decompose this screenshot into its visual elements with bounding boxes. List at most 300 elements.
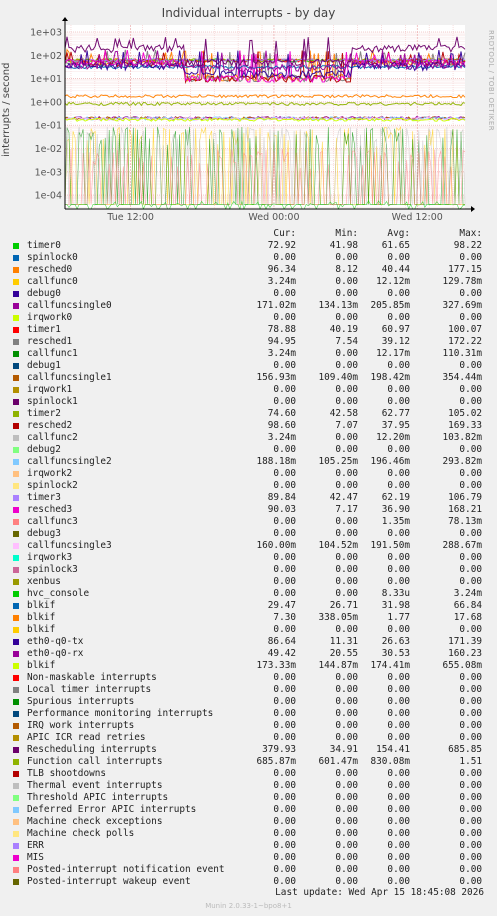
cur-value: 96.34 (267, 264, 296, 275)
max-value: 105.02 (448, 408, 482, 419)
series-name: timer0 (27, 240, 61, 251)
min-value: 0.00 (335, 720, 358, 731)
legend-swatch (13, 243, 19, 249)
legend-swatch (13, 495, 19, 501)
avg-value: 37.95 (381, 420, 410, 431)
x-axis-arrow (471, 206, 475, 212)
legend-table (0, 228, 497, 888)
min-value: 26.71 (329, 600, 358, 611)
min-value: 0.00 (335, 516, 358, 527)
min-value: 0.00 (335, 840, 358, 851)
max-value: 0.00 (459, 576, 482, 587)
min-value: 0.00 (335, 360, 358, 371)
avg-value: 1.77 (387, 612, 410, 623)
avg-value: 0.00 (387, 804, 410, 815)
max-value: 103.82m (442, 432, 482, 443)
max-value: 0.00 (459, 864, 482, 875)
avg-value: 31.98 (381, 600, 410, 611)
min-value: 11.31 (329, 636, 358, 647)
series-name: Function call interrupts (27, 756, 163, 767)
max-value: 327.69m (442, 300, 482, 311)
legend-swatch (13, 783, 19, 789)
min-value: 105.25m (318, 456, 358, 467)
legend-row (0, 780, 497, 792)
legend-row (0, 564, 497, 576)
legend-swatch (13, 339, 19, 345)
min-value: 0.00 (335, 348, 358, 359)
cur-value: 0.00 (273, 876, 296, 887)
series-name: eth0-q0-rx (27, 648, 84, 659)
avg-value: 0.00 (387, 384, 410, 395)
legend-row (0, 492, 497, 504)
legend-row (0, 864, 497, 876)
series-name: spinlock2 (27, 480, 78, 491)
avg-value: 30.53 (381, 648, 410, 659)
legend-row (0, 720, 497, 732)
series-name: Spurious interrupts (27, 696, 135, 707)
series-name: timer2 (27, 408, 61, 419)
min-value: 338.05m (318, 612, 358, 623)
legend-row (0, 240, 497, 252)
legend-row (0, 396, 497, 408)
series-name: resched1 (27, 336, 73, 347)
max-value: 0.00 (459, 384, 482, 395)
min-value: 0.00 (335, 792, 358, 803)
legend-swatch (13, 807, 19, 813)
cur-value: 74.60 (267, 408, 296, 419)
legend-swatch (13, 255, 19, 261)
min-value: 40.19 (329, 324, 358, 335)
series-name: callfuncsingle0 (27, 300, 112, 311)
min-value: 0.00 (335, 312, 358, 323)
max-value: 0.00 (459, 720, 482, 731)
avg-value: 12.17m (376, 348, 410, 359)
min-value: 0.00 (335, 780, 358, 791)
cur-value: 171.02m (256, 300, 296, 311)
min-value: 0.00 (335, 804, 358, 815)
series-name: callfuncsingle1 (27, 372, 112, 383)
legend-row (0, 360, 497, 372)
avg-value: 191.50m (370, 540, 410, 551)
series-name: MIS (27, 852, 44, 863)
cur-value: 94.95 (267, 336, 296, 347)
max-value: 0.00 (459, 780, 482, 791)
max-value: 0.00 (459, 396, 482, 407)
avg-value: 0.00 (387, 708, 410, 719)
legend-row (0, 288, 497, 300)
avg-value: 0.00 (387, 852, 410, 863)
legend-swatch (13, 615, 19, 621)
min-value: 104.52m (318, 540, 358, 551)
max-value: 288.67m (442, 540, 482, 551)
legend-row (0, 756, 497, 768)
max-value: 3.24m (453, 588, 482, 599)
series-name: debug2 (27, 444, 61, 455)
avg-value: 1.35m (381, 516, 410, 527)
avg-value: 12.20m (376, 432, 410, 443)
series-name: resched2 (27, 420, 73, 431)
x-tick-label: Tue 12:00 (107, 212, 154, 223)
x-tick-label: Wed 00:00 (248, 212, 300, 223)
cur-value: 188.18m (256, 456, 296, 467)
legend-swatch (13, 879, 19, 885)
cur-value: 379.93 (262, 744, 296, 755)
legend-row (0, 252, 497, 264)
legend-swatch (13, 411, 19, 417)
legend-swatch (13, 723, 19, 729)
legend-row (0, 672, 497, 684)
y-tick-label: 1e-04 (34, 190, 62, 202)
series-name: Rescheduling interrupts (27, 744, 157, 755)
legend-swatch (13, 639, 19, 645)
avg-value: 12.12m (376, 276, 410, 287)
avg-value: 0.00 (387, 720, 410, 731)
max-value: 0.00 (459, 876, 482, 887)
avg-value: 0.00 (387, 732, 410, 743)
legend-row (0, 588, 497, 600)
series-name: irqwork1 (27, 384, 73, 395)
series-name: hvc_console (27, 588, 90, 599)
min-value: 0.00 (335, 576, 358, 587)
max-value: 0.00 (459, 852, 482, 863)
legend-swatch (13, 567, 19, 573)
max-value: 129.78m (442, 276, 482, 287)
max-value: 655.08m (442, 660, 482, 671)
series-name: irqwork0 (27, 312, 73, 323)
min-value: 0.00 (335, 588, 358, 599)
min-value: 0.00 (335, 684, 358, 695)
cur-value: 3.24m (267, 276, 296, 287)
cur-value: 86.64 (267, 636, 296, 647)
max-value: 177.15 (448, 264, 482, 275)
avg-value: 154.41 (376, 744, 410, 755)
min-value: 0.00 (335, 876, 358, 887)
series-name: spinlock3 (27, 564, 78, 575)
cur-value: 98.60 (267, 420, 296, 431)
max-value: 0.00 (459, 444, 482, 455)
avg-value: 0.00 (387, 780, 410, 791)
avg-value: 0.00 (387, 672, 410, 683)
legend-row (0, 456, 497, 468)
legend-swatch (13, 651, 19, 657)
avg-value: 0.00 (387, 828, 410, 839)
y-tick-label: 1e+02 (30, 50, 62, 62)
max-value: 0.00 (459, 624, 482, 635)
min-value: 0.00 (335, 696, 358, 707)
avg-value: 0.00 (387, 768, 410, 779)
legend-row (0, 660, 497, 672)
munin-version: Munin 2.0.33-1~bpo8+1 (205, 902, 292, 910)
legend-swatch (13, 363, 19, 369)
avg-value: 8.33u (381, 588, 410, 599)
avg-value: 0.00 (387, 552, 410, 563)
cur-value: 0.00 (273, 816, 296, 827)
series-name: IRQ work interrupts (27, 720, 135, 731)
avg-value: 0.00 (387, 684, 410, 695)
legend-swatch (13, 315, 19, 321)
y-tick-label: 1e-02 (34, 144, 62, 155)
max-value: 0.00 (459, 840, 482, 851)
cur-value: 0.00 (273, 768, 296, 779)
max-value: 0.00 (459, 684, 482, 695)
legend-swatch (13, 855, 19, 861)
avg-value: 0.00 (387, 816, 410, 827)
series-name: debug3 (27, 528, 61, 539)
max-value: 293.82m (442, 456, 482, 467)
legend-swatch (13, 435, 19, 441)
max-value: 0.00 (459, 816, 482, 827)
cur-value: 0.00 (273, 624, 296, 635)
cur-value: 72.92 (267, 240, 296, 251)
max-value: 0.00 (459, 288, 482, 299)
min-value: 0.00 (335, 468, 358, 479)
series-name: Machine check exceptions (27, 816, 163, 827)
legend-swatch (13, 291, 19, 297)
avg-value: 40.44 (381, 264, 410, 275)
legend-swatch (13, 447, 19, 453)
y-tick-label: 1e-03 (34, 167, 62, 179)
avg-value: 39.12 (381, 336, 410, 347)
cur-value: 0.00 (273, 480, 296, 491)
avg-value: 0.00 (387, 696, 410, 707)
cur-value: 0.00 (273, 720, 296, 731)
col-min-header: Min: (335, 228, 358, 239)
legend-row (0, 384, 497, 396)
legend-swatch (13, 675, 19, 681)
min-value: 134.13m (318, 300, 358, 311)
x-tick-label: Wed 12:00 (391, 212, 443, 223)
cur-value: 90.03 (267, 504, 296, 515)
cur-value: 0.00 (273, 360, 296, 371)
legend-swatch (13, 507, 19, 513)
min-value: 0.00 (335, 396, 358, 407)
cur-value: 3.24m (267, 432, 296, 443)
min-value: 7.07 (335, 420, 358, 431)
avg-value: 0.00 (387, 624, 410, 635)
min-value: 0.00 (335, 564, 358, 575)
legend-swatch (13, 699, 19, 705)
y-axis-arrow (62, 17, 68, 21)
avg-value: 61.65 (381, 240, 410, 251)
min-value: 42.47 (329, 492, 358, 503)
max-value: 66.84 (453, 600, 482, 611)
max-value: 160.23 (448, 648, 482, 659)
cur-value: 0.00 (273, 804, 296, 815)
avg-value: 26.63 (381, 636, 410, 647)
series-name: callfunc1 (27, 348, 78, 359)
legend-row (0, 636, 497, 648)
series-name: irqwork2 (27, 468, 73, 479)
series-name: xenbus (27, 576, 61, 587)
cur-value: 49.42 (267, 648, 296, 659)
cur-value: 0.00 (273, 588, 296, 599)
min-value: 20.55 (329, 648, 358, 659)
cur-value: 0.00 (273, 864, 296, 875)
col-max-header: Max: (459, 228, 482, 239)
max-value: 0.00 (459, 360, 482, 371)
legend-row (0, 264, 497, 276)
cur-value: 0.00 (273, 684, 296, 695)
min-value: 0.00 (335, 528, 358, 539)
min-value: 0.00 (335, 708, 358, 719)
cur-value: 89.84 (267, 492, 296, 503)
cur-value: 0.00 (273, 840, 296, 851)
cur-value: 0.00 (273, 852, 296, 863)
legend-swatch (13, 831, 19, 837)
max-value: 172.22 (448, 336, 482, 347)
legend-row (0, 312, 497, 324)
min-value: 0.00 (335, 816, 358, 827)
cur-value: 0.00 (273, 252, 296, 263)
legend-row (0, 504, 497, 516)
max-value: 100.07 (448, 324, 482, 335)
cur-value: 0.00 (273, 312, 296, 323)
legend-row (0, 648, 497, 660)
avg-value: 0.00 (387, 792, 410, 803)
cur-value: 29.47 (267, 600, 296, 611)
avg-value: 0.00 (387, 840, 410, 851)
legend-row (0, 576, 497, 588)
avg-value: 62.19 (381, 492, 410, 503)
min-value: 0.00 (335, 276, 358, 287)
max-value: 78.13m (448, 516, 482, 527)
legend-row (0, 444, 497, 456)
legend-row (0, 336, 497, 348)
max-value: 354.44m (442, 372, 482, 383)
avg-value: 196.46m (370, 456, 410, 467)
legend-row (0, 708, 497, 720)
legend-swatch (13, 867, 19, 873)
legend-row (0, 468, 497, 480)
min-value: 8.12 (335, 264, 358, 275)
col-avg-header: Avg: (387, 228, 410, 239)
avg-value: 0.00 (387, 312, 410, 323)
avg-value: 0.00 (387, 468, 410, 479)
avg-value: 0.00 (387, 576, 410, 587)
avg-value: 62.77 (381, 408, 410, 419)
legend-swatch (13, 735, 19, 741)
legend-row (0, 516, 497, 528)
series-name: Threshold APIC interrupts (27, 792, 169, 803)
avg-value: 36.90 (381, 504, 410, 515)
y-axis-label: interrupts / second (1, 62, 12, 158)
avg-value: 0.00 (387, 528, 410, 539)
series-name: resched3 (27, 504, 73, 515)
last-update: Last update: Wed Apr 15 18:45:08 2026 (275, 887, 484, 898)
max-value: 0.00 (459, 552, 482, 563)
max-value: 106.79 (448, 492, 482, 503)
max-value: 98.22 (453, 240, 482, 251)
min-value: 0.00 (335, 828, 358, 839)
legend-row (0, 600, 497, 612)
min-value: 0.00 (335, 732, 358, 743)
series-name: spinlock0 (27, 252, 78, 263)
cur-value: 78.88 (267, 324, 296, 335)
legend-row (0, 840, 497, 852)
max-value: 0.00 (459, 468, 482, 479)
legend-row (0, 744, 497, 756)
legend-row (0, 816, 497, 828)
legend-row (0, 276, 497, 288)
legend-swatch (13, 303, 19, 309)
min-value: 0.00 (335, 288, 358, 299)
cur-value: 160.00m (256, 540, 296, 551)
min-value: 7.54 (335, 336, 358, 347)
cur-value: 0.00 (273, 552, 296, 563)
min-value: 0.00 (335, 252, 358, 263)
legend-swatch (13, 579, 19, 585)
avg-value: 205.85m (370, 300, 410, 311)
avg-value: 0.00 (387, 288, 410, 299)
series-name: Machine check polls (27, 828, 135, 839)
min-value: 109.40m (318, 372, 358, 383)
series-name: resched0 (27, 264, 73, 275)
legend-row (0, 696, 497, 708)
series-name: Performance monitoring interrupts (27, 708, 214, 719)
avg-value: 198.42m (370, 372, 410, 383)
min-value: 601.47m (318, 756, 358, 767)
min-value: 41.98 (329, 240, 358, 251)
legend-swatch (13, 603, 19, 609)
max-value: 0.00 (459, 528, 482, 539)
legend-swatch (13, 759, 19, 765)
series-name: irqwork3 (27, 552, 73, 563)
cur-value: 0.00 (273, 576, 296, 587)
legend-swatch (13, 327, 19, 333)
legend-row (0, 420, 497, 432)
avg-value: 0.00 (387, 480, 410, 491)
max-value: 171.39 (448, 636, 482, 647)
legend-swatch (13, 627, 19, 633)
avg-value: 174.41m (370, 660, 410, 671)
legend-row (0, 684, 497, 696)
y-tick-label: 1e+00 (30, 97, 62, 109)
cur-value: 3.24m (267, 348, 296, 359)
legend-swatch (13, 267, 19, 273)
avg-value: 60.97 (381, 324, 410, 335)
legend-row (0, 732, 497, 744)
y-tick-label: 1e+01 (30, 74, 62, 86)
max-value: 110.31m (442, 348, 482, 359)
cur-value: 0.00 (273, 732, 296, 743)
avg-value: 0.00 (387, 564, 410, 575)
series-name: debug0 (27, 288, 61, 299)
avg-value: 0.00 (387, 876, 410, 887)
max-value: 0.00 (459, 804, 482, 815)
legend-swatch (13, 351, 19, 357)
series-name: callfunc2 (27, 432, 78, 443)
cur-value: 0.00 (273, 288, 296, 299)
legend-swatch (13, 399, 19, 405)
cur-value: 0.00 (273, 444, 296, 455)
cur-value: 0.00 (273, 672, 296, 683)
cur-value: 7.30 (273, 612, 296, 623)
series-name: callfuncsingle3 (27, 540, 112, 551)
series-name: spinlock1 (27, 396, 78, 407)
cur-value: 0.00 (273, 564, 296, 575)
legend-swatch (13, 543, 19, 549)
legend-row (0, 480, 497, 492)
series-name: Non-maskable interrupts (27, 672, 157, 683)
legend-swatch (13, 531, 19, 537)
min-value: 0.00 (335, 444, 358, 455)
min-value: 34.91 (329, 744, 358, 755)
series-name: ERR (27, 840, 44, 851)
legend-row (0, 852, 497, 864)
series-name: callfunc0 (27, 276, 78, 287)
legend-swatch (13, 591, 19, 597)
legend-row (0, 804, 497, 816)
